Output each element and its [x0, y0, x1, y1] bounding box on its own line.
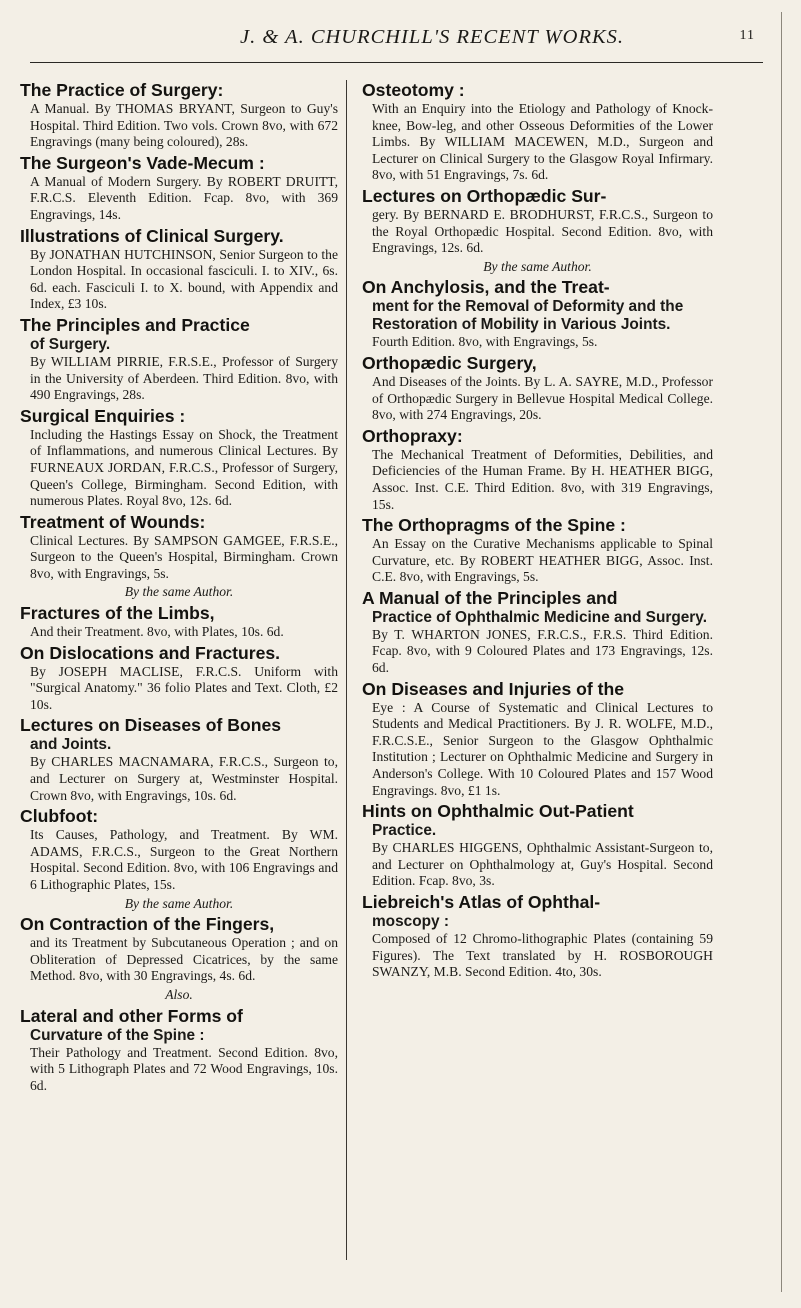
entry-title: Orthopædic Surgery,: [362, 352, 537, 373]
catalogue-entry: [20, 406, 338, 510]
left-column: [20, 80, 338, 1096]
entry-title: Fractures of the Limbs,: [20, 603, 215, 624]
catalogue-entry: [20, 512, 338, 583]
page-number: 11: [739, 28, 755, 43]
entry-title: Orthopraxy:: [362, 425, 463, 446]
column-divider: [346, 80, 347, 1260]
entry-description: gery. By BERNARD E. BRODHURST, F.R.C.S., Surgeon to the Royal Orthopædic Hospital. Second Edition. 8vo, with Engravings, 12s. 6d.: [372, 206, 713, 256]
entry-title: Treatment of Wounds:: [20, 511, 206, 532]
catalogue-entry: [362, 277, 713, 351]
catalogue-entry: [20, 715, 338, 804]
entry-description: By T. WHARTON JONES, F.R.C.S., F.R.S. Third Edition. Fcap. 8vo, with 9 Coloured Plates and 173 Engravings, 12s. 6d.: [372, 626, 713, 676]
entry-title: Clubfoot:: [20, 806, 99, 827]
page-edge-rule: [781, 12, 782, 1292]
entry-title: Surgical Enquiries :: [20, 405, 186, 426]
catalogue-entry: [20, 643, 338, 714]
catalogue-entry: [20, 226, 338, 313]
entry-description: The Mechanical Treatment of Deformities, Debilities, and Deficiencies of the Human Frame. By H. HEATHER BIGG, Assoc. Inst. C.E. Third Edition. 8vo, with 319 Engravings, 15s.: [372, 446, 713, 512]
entry-title: Osteotomy :: [362, 80, 465, 100]
entry-title: On Diseases and Injuries of the: [362, 678, 625, 699]
entry-title: Hints on Ophthalmic Out-Patient: [362, 801, 634, 822]
catalogue-entry: [362, 80, 713, 184]
entry-subtitle: Curvature of the Spine :: [30, 1026, 205, 1044]
catalogue-entry: [362, 426, 713, 513]
catalogue-entry: [362, 186, 713, 257]
entry-title: The Practice of Surgery:: [20, 80, 224, 100]
catalogue-entry: [362, 353, 713, 424]
catalogue-entry: [362, 679, 713, 800]
entry-description: By CHARLES HIGGENS, Ophthalmic Assistant-Surgeon to, and Lecturer on Ophthalmology at, Guy's Hospital. Second Edition. Fcap. 8vo, 3s.: [372, 840, 713, 889]
entry-description: and its Treatment by Subcutaneous Operation ; and on Obliteration of Depressed Cicatrices, by the same Method. 8vo, with 30 Engravings, 4s. 6d.: [30, 935, 338, 984]
entry-description: And Diseases of the Joints. By L. A. SAYRE, M.D., Professor of Orthopædic Surgery in Bellevue Hospital Medical College. 8vo, with 274 Engravings, 20s.: [372, 373, 713, 423]
entry-subtitle: moscopy :: [372, 913, 449, 930]
catalogue-entry: [20, 80, 338, 151]
same-author-note: By the same Author.: [124, 895, 234, 911]
entry-description: By JONATHAN HUTCHINSON, Senior Surgeon to the London Hospital. In occasional fasciculi. I. to XIV., 6s. 6d. each. Fasciculi I. to X. bound, with Appendix and Index, £3 10s.: [30, 246, 338, 312]
entry-title: Lateral and other Forms of: [20, 1005, 243, 1026]
entry-title: On Anchylosis, and the Treat-: [362, 277, 610, 298]
entry-subtitle: and Joints.: [30, 736, 112, 754]
entry-description: Including the Hastings Essay on Shock, the Treatment of Inflammations, and numerous Clinical Lectures. By FURNEAUX JORDAN, F.R.C.S., Professor of Surgery, Queen's College, Birmingham. Second Edition, with numerous Plates. Royal 8vo, 12s. 6d.: [30, 426, 338, 509]
entry-title: Illustrations of Clinical Surgery.: [20, 225, 284, 246]
same-author-note: By the same Author.: [124, 584, 234, 600]
running-header: [30, 22, 763, 63]
running-title: J. & A. CHURCHILL'S RECENT WORKS.: [240, 26, 625, 48]
entry-description: Their Pathology and Treatment. Second Edition. 8vo, with 5 Lithograph Plates and 72 Wood Engravings, 10s. 6d.: [30, 1044, 338, 1093]
entry-subtitle: of Surgery.: [30, 335, 111, 353]
entry-description: Composed of 12 Chromo-lithographic Plates (containing 59 Figures). The Text translated by H. ROSBOROUGH SWANZY, M.B. Second Edition. 4to, 30s.: [372, 931, 713, 980]
entry-description: With an Enquiry into the Etiology and Pathology of Knock-knee, Bow-leg, and other Osseous Deformities of the Lower Limbs. By WILLIAM MACEWEN, M.D., Surgeon and Lecturer on Clinical Surgery to the Glasgow Royal Infirmary. 8vo, with 51 Engravings, 7s. 6d.: [372, 101, 713, 183]
catalogue-entry: [362, 515, 713, 586]
entry-description: An Essay on the Curative Mechanisms applicable to Spinal Curvature, etc. By ROBERT HEATHER BIGG, Assoc. Inst. C.E. 8vo, with Engravings, 5s.: [372, 536, 713, 585]
entry-description: Eye : A Course of Systematic and Clinical Lectures to Students and Medical Practitioners. By J. R. WOLFE, M.D., F.R.C.S.E., Senior Surgeon to the Glasgow Ophthalmic Institution ; Lecturer on Ophthalmic Medicine and Surgery in Anderson's College. With 10 Coloured Plates and 157 Wood Engravings. 8vo, £1 1s.: [372, 699, 713, 798]
entry-description: A Manual of Modern Surgery. By ROBERT DRUITT, F.R.C.S. Eleventh Edition. Fcap. 8vo, with 369 Engravings, 14s.: [30, 173, 338, 222]
entry-description: By CHARLES MACNAMARA, F.R.C.S., Surgeon to, and Lecturer on Surgery at, Westminster Hospital. Crown 8vo, with Engravings, 10s. 6d.: [30, 754, 338, 803]
catalogue-entry: [20, 1006, 338, 1095]
entry-title: Lectures on Orthopædic Sur-: [362, 185, 607, 206]
catalogue-entry: [20, 603, 338, 641]
right-column: [362, 80, 713, 983]
entry-title: On Contraction of the Fingers,: [20, 914, 275, 935]
entry-title: On Dislocations and Fractures.: [20, 642, 281, 663]
entry-title: A Manual of the Principles and: [362, 587, 618, 608]
catalogue-entry: [20, 806, 338, 893]
entry-title: Lectures on Diseases of Bones: [20, 715, 282, 736]
entry-title: The Orthopragms of the Spine :: [362, 515, 626, 536]
entry-title: The Surgeon's Vade-Mecum :: [20, 152, 265, 173]
same-author-note: Also.: [165, 986, 193, 1002]
catalogue-entry: [20, 584, 338, 601]
entry-description: Clinical Lectures. By SAMPSON GAMGEE, F.R.S.E., Surgeon to the Queen's Hospital, Birmingham. Crown 8vo, with Engravings, 5s.: [30, 532, 338, 581]
entry-subtitle: ment for the Removal of Deformity and the Restoration of Mobility in Various Joints.: [372, 298, 684, 334]
same-author-note: By the same Author.: [483, 258, 592, 274]
entry-description: By JOSEPH MACLISE, F.R.C.S. Uniform with "Surgical Anatomy." 36 folio Plates and Text. Cloth, £2 10s.: [30, 663, 338, 712]
catalogue-entry: [362, 588, 713, 677]
catalogue-entry: [20, 914, 338, 985]
entry-description: A Manual. By THOMAS BRYANT, Surgeon to Guy's Hospital. Third Edition. Two vols. Crown 8vo, with 672 Engravings (many being coloured), 28s.: [30, 101, 338, 150]
entry-title: The Principles and Practice: [20, 314, 250, 335]
catalogue-entry: [362, 259, 713, 276]
catalogue-entry: [20, 987, 338, 1004]
catalogue-entry: [20, 896, 338, 913]
entry-subtitle: Practice of Ophthalmic Medicine and Surgery.: [372, 608, 707, 626]
catalogue-entry: [20, 153, 338, 224]
catalogue-entry: [362, 801, 713, 890]
entry-description: Fourth Edition. 8vo, with Engravings, 5s.: [372, 334, 598, 350]
catalogue-entry: [362, 892, 713, 981]
entry-subtitle: Practice.: [372, 822, 437, 840]
entry-description: Its Causes, Pathology, and Treatment. By WM. ADAMS, F.R.C.S., Surgeon to the Great Northern Hospital. Second Edition. 8vo, with 106 Engravings and 6 Lithographic Plates, 15s.: [30, 827, 338, 892]
catalogue-entry: [20, 315, 338, 404]
entry-description: And their Treatment. 8vo, with Plates, 10s. 6d.: [30, 624, 284, 640]
entry-description: By WILLIAM PIRRIE, F.R.S.E., Professor of Surgery in the University of Aberdeen. Third Edition. 8vo, with 490 Engravings, 28s.: [30, 353, 338, 403]
entry-title: Liebreich's Atlas of Ophthal-: [362, 892, 601, 912]
